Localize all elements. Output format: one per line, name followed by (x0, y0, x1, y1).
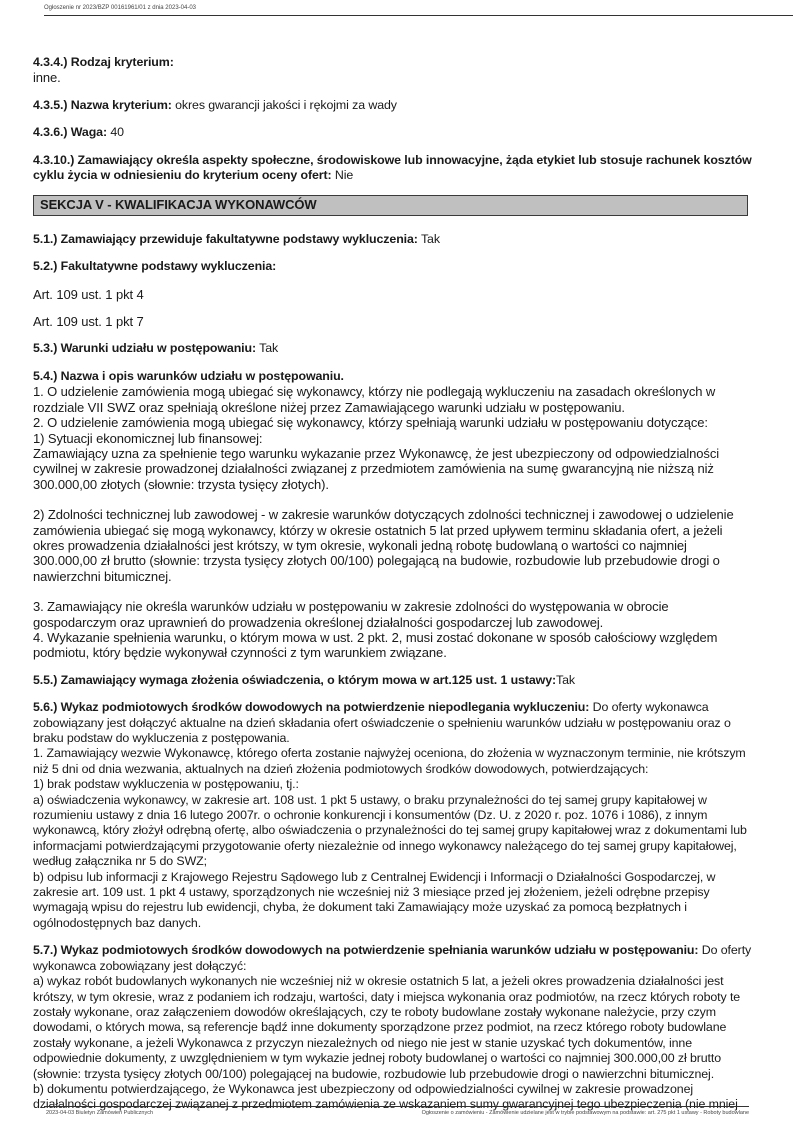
item-5-5 (33, 673, 753, 688)
item-5-3 (33, 341, 753, 356)
conditions-paragraph: Zamawiający uzna za spełnienie tego warunku wykazanie przez Wykonawcę, że jest ubezpieczony od odpowiedzialności cywilnej w zakresie prowadzonej działalności związanej z przedmiotem zamówienia na sumę gwarancyjną nie niższą niż 300.000,00 złotych (słownie: trzysta tysięcy złotych). (33, 445, 720, 492)
section-v-header: SEKCJA V - KWALIFIKACJA WYKONAWCÓW (33, 195, 748, 215)
evidence-paragraph: a) oświadczenia wykonawcy, w zakresie art. 108 ust. 1 pkt 5 ustawy, o braku przynależności do tej samej grupy kapitałowej w rozumieniu ustawy z dnia 16 lutego 2007r. o ochronie konkurencji i konsumentów (Dz. U. z 2020 r. poz. 1076 i 1086), z innym wykonawcą, który złożył odrębną ofertę, albo oświadczenia o przynależności do tej samej grupy kapitałowej wraz z dokumentami lub informacjami potwierdzającymi przygotowanie oferty niezależnie od innego wykonawcy należącego do tej samej grupy kapitałowej, według załącznika nr 5 do SWZ; (33, 792, 747, 869)
criterion-weight-value: 40 (106, 125, 124, 140)
conditions-paragraph: 1) Sytuacji ekonomicznej lub finansowej: (33, 430, 263, 446)
criterion-4-3-6 (33, 125, 753, 140)
document-content (33, 55, 753, 1125)
evidence-paragraph: a) wykaz robót budowlanych wykonanych nie wcześniej niż w okresie ostatnich 5 lat, a jeżeli okres prowadzenia działalności jest krótszy, w tym okresie, wraz z podaniem ich rodzaju, wartości, daty i miejsca wykonania oraz podmiotów, na rzecz których roboty te zostały wykonane, oraz załączeniem dowodów określających, czy te roboty budowlane zostały wykonane należycie, przy czym dowodami, o których mowa, są referencje bądź inne dokumenty sporządzone przez podmiot, na rzecz którego roboty budowlane zostały wykonane, a jeżeli Wykonawca z przyczyn niezależnych od niego nie jest w stanie uzyskać tych dokumentów, inne odpowiednie dokumenty, z uwzględnieniem w tym wykazie jednej roboty budowlanej o wartości co najmniej 300.000,00 zł brutto (słownie: trzysta tysięcy złotych 00/100) polegającej na budowie, rozbudowie lub przebudowie drogi o nawierzchni bitumicznej. (33, 974, 741, 1081)
art125-statement-label: 5.5.) Zamawiający wymaga złożenia oświadczenia, o którym mowa w art.125 ust. 1 ustawy: (33, 672, 557, 687)
criterion-4-3-5 (33, 98, 753, 113)
conditions-paragraph: 2) Zdolności technicznej lub zawodowej - w zakresie warunków dotyczących zdolności technicznej i zawodowej o udzielenie zamówienia ubiegać się mogą wykonawcy, którzy w okresie ostatnich 5 lat przed upływem terminu składania ofert, a jeżeli okres prowadzenia działalności jest krótszy, w tym okresie, wykonali jedną robotę budowlaną o wartości co najmniej 300.000,00 zł brutto (słownie: trzysta tysięcy złotych 00/100) polegającą na budowie, rozbudowie lub przebudowie drogi o nawierzchni bitumicznej. (33, 507, 734, 584)
item-5-7 (33, 943, 753, 1112)
footer-publication: 2023-04-03 Biuletyn Zamówień Publicznych (46, 1110, 154, 1116)
evidence-paragraph: 1. Zamawiający wezwie Wykonawcę, którego oferta zostanie najwyżej oceniona, do złożenia w wyznaczonym terminie, nie krótszym niż 5 dni od dnia wezwania, aktualnych na dzień złożenia podmiotowych środków dowodowych, potwierdzających: (33, 746, 746, 776)
spacer (33, 584, 753, 599)
item-5-4 (33, 369, 753, 661)
criterion-aspects-value: Nie (331, 168, 354, 183)
criterion-type-label: 4.3.4.) Rodzaj kryterium: (33, 55, 174, 69)
optional-exclusion-label: 5.1.) Zamawiający przewiduje fakultatywne podstawy wykluczenia: (33, 231, 418, 246)
item-5-6 (33, 700, 753, 931)
conditions-paragraph: 1. O udzielenie zamówienia mogą ubiegać się wykonawcy, którzy nie podlegają wykluczeniu na zasadach określonych w rozdziale VII SWZ oraz spełniają określone niżej przez Zamawiającego warunki udziału w postępowaniu. (33, 384, 716, 415)
evidence-paragraph: 1) brak podstaw wykluczenia w postępowaniu, tj.: (33, 777, 299, 792)
conditions-paragraph: 2. O udzielenie zamówienia mogą ubiegać się wykonawcy, którzy spełniają warunki udziału w postępowaniu dotyczące: (33, 415, 708, 431)
non-exclusion-evidence-intro: Do oferty wykonawca zobowiązany jest dołączyć aktualne na dzień składania ofert oświadczenie o spełnieniu warunków udziału w postępowaniu oraz o braku podstaw do wykluczenia z postępowania. (33, 700, 731, 745)
participation-evidence-label: 5.7.) Wykaz podmiotowych środków dowodowych na potwierdzenie spełniania warunków udziału w postępowaniu: (33, 943, 699, 958)
evidence-paragraph: b) dokumentu potwierdzającego, że Wykonawca jest ubezpieczony od odpowiedzialności cywilnej w zakresie prowadzonej działalności gospodarczej związanej z przedmiotem zamówienia ze wskazaniem sumy gwarancyjnej tego ubezpieczenia (nie mniej (33, 1081, 738, 1112)
page-header-document-id: Ogłoszenie nr 2023/BZP 00161961/01 z dnia 2023-04-03 (44, 5, 197, 11)
participation-evidence-intro: Do oferty wykonawca zobowiązany jest dołączyć: (33, 943, 752, 973)
evidence-paragraph: b) odpisu lub informacji z Krajowego Rejestru Sądowego lub z Centralnej Ewidencji i Informacji o Działalności Gospodarczej, w zakresie art. 109 ust. 1 pkt 4 ustawy, sporządzonych nie wcześniej niż 3 miesiące przed jej złożeniem, jeżeli odrębne przepisy wymagają wpisu do rejestru lub ewidencji, chyba, że dokument taki Zamawiający może uzyskać za pomocą bezpłatnych i ogólnodostępnych baz danych. (33, 869, 716, 930)
criterion-aspects-label: 4.3.10.) Zamawiający określa aspekty społeczne, środowiskowe lub innowacyjne, żąda etykiet lub stosuje rachunek kosztów cyklu życia w odniesieniu do kryterium oceny ofert: (33, 152, 752, 183)
conditions-paragraph: 4. Wykazanie spełnienia warunku, o którym mowa w ust. 2 pkt. 2, musi zostać dokonane w sposób całościowy względem podmiotu, który będzie wykonywał czynności z tym warunkiem związane. (33, 629, 718, 661)
participation-conditions-value: Tak (256, 341, 279, 356)
criterion-type-value: inne. (33, 70, 61, 86)
criterion-name-label: 4.3.5.) Nazwa kryterium: (33, 97, 172, 112)
criterion-4-3-10 (33, 153, 753, 184)
optional-exclusion-grounds-label: 5.2.) Fakultatywne podstawy wykluczenia: (33, 259, 277, 274)
footer-notice-type: Ogłoszenie o zamówieniu - Zamówienie udzielane jest w trybie podstawowym na podstawie: art. 275 pkt 1 ustawy - Roboty budowlane (421, 1110, 749, 1116)
item-5-1 (33, 232, 753, 247)
criterion-weight-label: 4.3.6.) Waga: (33, 125, 107, 140)
item-5-2 (33, 259, 753, 274)
art125-statement-value: Tak (556, 672, 576, 687)
criterion-4-3-4 (33, 55, 753, 86)
optional-exclusion-value: Tak (417, 231, 440, 246)
conditions-description-label: 5.4.) Nazwa i opis warunków udziału w postępowaniu. (33, 368, 344, 383)
exclusion-ground-item: Art. 109 ust. 1 pkt 4 (33, 286, 144, 302)
footer-divider (44, 1106, 749, 1107)
criterion-name-value: okres gwarancji jakości i rękojmi za wady (171, 97, 397, 112)
conditions-paragraph: 3. Zamawiający nie określa warunków udziału w postępowaniu w zakresie zdolności do występowania w obrocie gospodarczym oraz uprawnień do prowadzenia określonej działalności gospodarczej lub zawodowej. (33, 599, 669, 630)
participation-conditions-label: 5.3.) Warunki udziału w postępowaniu: (33, 341, 257, 356)
non-exclusion-evidence-label: 5.6.) Wykaz podmiotowych środków dowodowych na potwierdzenie niepodlegania wykluczeniu: (33, 700, 590, 715)
exclusion-ground-item: Art. 109 ust. 1 pkt 7 (33, 314, 144, 330)
header-divider (44, 15, 793, 16)
spacer (33, 492, 753, 507)
